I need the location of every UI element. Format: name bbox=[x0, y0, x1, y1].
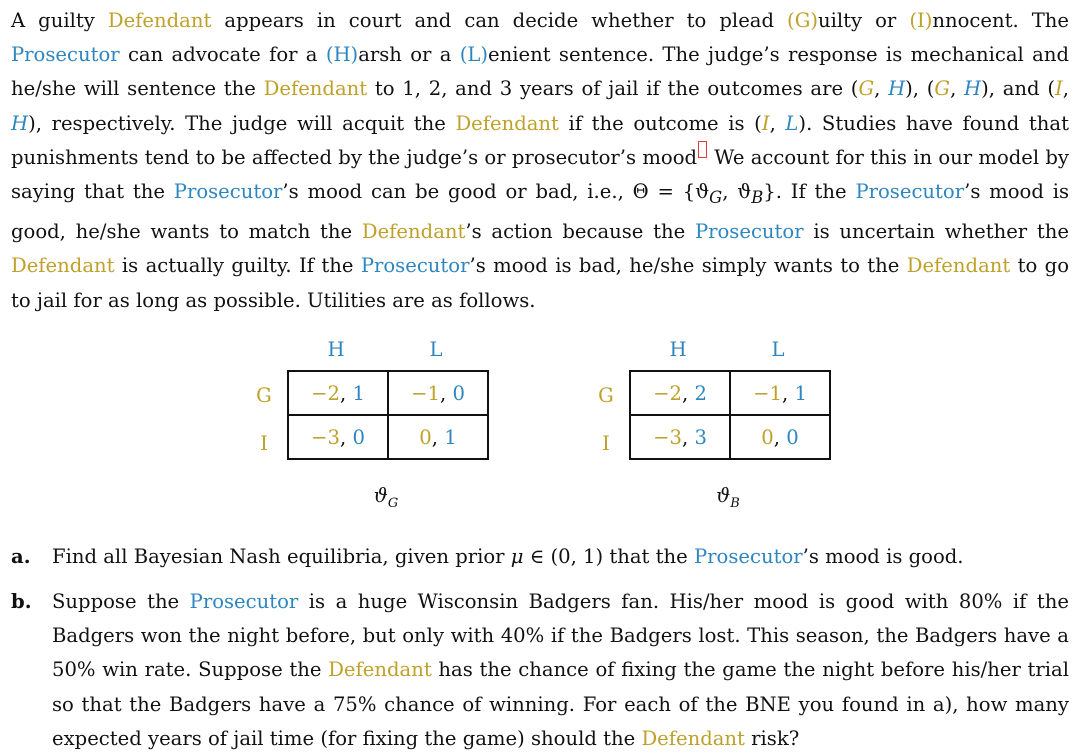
payoff-matrix-good-mood bbox=[249, 338, 489, 518]
payoff-matrix-bad-mood bbox=[591, 338, 831, 518]
col-header-h: H bbox=[669, 338, 687, 361]
payoff-cell: −3, 0 bbox=[288, 415, 388, 459]
payoff-cell: −1, 0 bbox=[388, 371, 488, 415]
col-header-h: H bbox=[327, 338, 345, 361]
question-text: Find all Bayesian Nash equilibria, given prior μ ∈ (0, 1) that the Prosecutor’s mood is good. bbox=[52, 545, 964, 568]
question-text: Suppose the Prosecutor is a huge Wisconsin Badgers fan. His/her mood is good with 80% if the Badgers won the night before, but only with 40% if the Badgers lost. This season, the Badgers have a 50% win rate. Suppose the Defendant has the chance of fixing the game the night before his/her trial so that the Badgers have a 75% chance of winning. For each of the BNE you found in a), how many expected years of jail time (for fixing the game) should the Defendant risk? bbox=[52, 590, 1070, 750]
matrix-caption: $ϑ_B$ bbox=[716, 484, 740, 511]
col-header-l: L bbox=[771, 338, 785, 361]
payoff-cell: −2, 2 bbox=[630, 371, 730, 415]
row-header-i: I bbox=[602, 432, 610, 455]
row-header-g: G bbox=[598, 384, 614, 407]
row-header-i: I bbox=[260, 432, 268, 455]
payoff-cell: −3, 3 bbox=[630, 415, 730, 459]
prosecutor-term: Prosecutor bbox=[11, 43, 120, 67]
payoff-table bbox=[287, 370, 489, 460]
payoff-cell: −1, 1 bbox=[730, 371, 830, 415]
intro-paragraph: A guilty Defendant appears in court and can decide whether to plead (G)uilty or (I)nnocent. The Prosecutor can advocate for a (H)arsh or a (L)enient sentence. The judge’s response is mechanical and he/she will sentence the Defendant to 1, 2, and 3 years of jail if the outcomes are (G, H), (G, H), and (I, H), respectively. The judge will acquit the Defendant if the outcome is (I, L). Studies have found that punishments tend to be affected by the judge’s or prosecutor’s mood We account for this in our model by saying that the Prosecutor’s mood can be good or bad, i.e., $\Theta = \{ϑ_G$, $ϑ_B$}. If the Prosecutor’s mood is good, he/she wants to match the Defendant’s action because the Prosecutor is uncertain whether the Defendant is actually guilty. If the Prosecutor’s mood is bad, he/she simply wants to the Defendant to go to jail for as long as possible. Utilities are as follows. bbox=[11, 9, 1070, 312]
matrix-caption: $ϑ_G$ bbox=[373, 484, 399, 511]
payoff-table bbox=[629, 370, 831, 460]
payoff-cell: 0, 1 bbox=[388, 415, 488, 459]
defendant-term: Defendant bbox=[107, 9, 212, 32]
question-label: a. bbox=[11, 545, 31, 568]
payoff-cell: −2, 1 bbox=[288, 371, 388, 415]
col-header-l: L bbox=[429, 338, 443, 361]
footnote-link[interactable] bbox=[698, 141, 707, 158]
question-label: b. bbox=[11, 590, 32, 613]
payoff-cell: 0, 0 bbox=[730, 415, 830, 459]
row-header-g: G bbox=[256, 384, 272, 407]
